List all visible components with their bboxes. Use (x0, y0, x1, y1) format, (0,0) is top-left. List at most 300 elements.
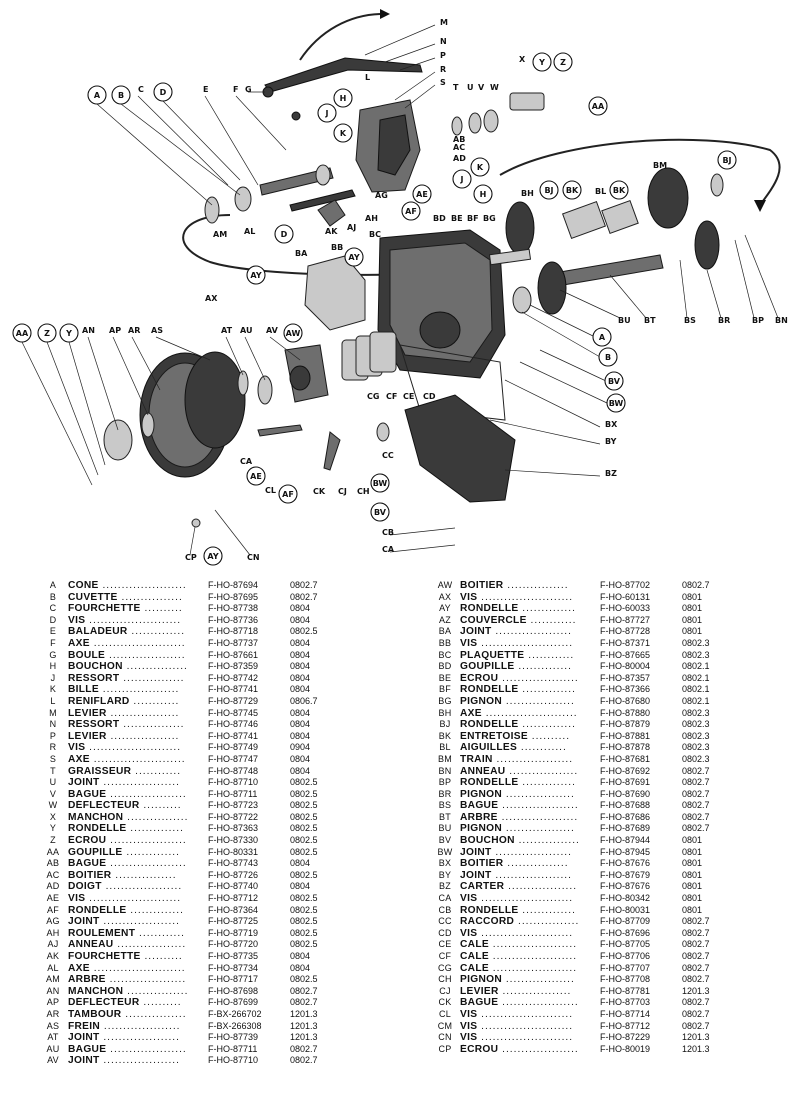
part-reference: F-HO-87710 (208, 1055, 259, 1066)
parts-list-row (38, 974, 398, 986)
part-name: BAGUE (68, 858, 107, 870)
dot-leader: .............. (518, 777, 576, 789)
parts-list-row (430, 696, 790, 708)
part-label-u: U (467, 83, 474, 92)
part-name: RONDELLE (460, 719, 519, 731)
part-label-ch: CH (357, 487, 370, 496)
part-name-cell (460, 638, 600, 650)
part-name-cell (460, 1044, 600, 1056)
part-label-bd: BD (433, 214, 446, 223)
callout-b (112, 86, 130, 104)
parts-list-row (38, 731, 398, 743)
dot-leader: ............ (129, 695, 180, 707)
parts-list-row (430, 777, 790, 789)
dot-leader: .............. (127, 626, 186, 638)
dot-leader: .................... (498, 672, 579, 684)
part-label-ar: AR (128, 326, 141, 335)
part-reference: F-HO-87728 (600, 626, 651, 637)
part-reference: F-HO-87726 (208, 869, 259, 880)
part-reference: F-HO-87736 (208, 614, 259, 625)
part-code: BZ (439, 881, 451, 892)
part-group-number: 0802.3 (682, 707, 710, 718)
part-label-ca: CA (382, 545, 395, 554)
dot-leader: .............. (518, 719, 576, 731)
part-group-number: 0804 (290, 765, 311, 776)
parts-list-row (38, 881, 398, 893)
parts-list-row (430, 789, 790, 801)
dot-leader: ........................ (85, 614, 182, 626)
part-group-number: 0804 (290, 858, 311, 869)
parts-list-row (430, 916, 790, 928)
part-reference: F-HO-87705 (600, 939, 651, 950)
callout-ay (204, 547, 222, 565)
assembly-arrow-top (300, 14, 380, 60)
part-name: RESSORT (68, 719, 120, 731)
part-label-as: AS (151, 326, 163, 335)
part-group-number: 0802.7 (290, 591, 318, 602)
parts-list-row (430, 719, 790, 731)
part-name: LEVIER (460, 985, 499, 997)
part-group-number: 0802.5 (290, 869, 318, 880)
parts-list-row (430, 684, 790, 696)
parts-list-row (430, 626, 790, 638)
part-code: BU (438, 823, 452, 834)
dot-leader: .................. (505, 765, 579, 777)
part-group-number: 0801 (682, 591, 703, 602)
part-reference: F-HO-87357 (600, 672, 651, 683)
part-code: AL (47, 962, 59, 973)
part-name-cell (460, 997, 600, 1009)
part-reference: F-HO-80331 (208, 846, 259, 857)
callout-k (471, 158, 489, 176)
parts-list-row (430, 997, 790, 1009)
dot-leader: .......... (140, 603, 183, 615)
part-group-number: 0802.7 (682, 916, 710, 927)
part-group-number: 0802.5 (290, 916, 318, 927)
part-code: T (50, 765, 56, 776)
part-reference: F-HO-87691 (600, 777, 651, 788)
part-name: BOUCHON (68, 661, 123, 673)
part-code: E (49, 626, 57, 637)
part-label-bg: BG (483, 214, 496, 223)
part-code: AT (47, 1032, 59, 1043)
part-name: VIS (68, 614, 86, 626)
dot-leader: ........................ (89, 753, 186, 765)
dot-leader: .............. (518, 684, 576, 696)
part-label-bf: BF (467, 214, 479, 223)
part-name: DOIGT (68, 881, 102, 893)
parts-list-row (430, 580, 790, 592)
part-name-cell (460, 684, 600, 696)
part-code: A (49, 580, 57, 590)
part-name-cell (460, 893, 600, 905)
parts-list-row (38, 963, 398, 975)
part-name: FOURCHETTE (68, 951, 141, 962)
part-code: CJ (439, 985, 451, 996)
part-name: VIS (68, 742, 86, 754)
callout-label: Z (44, 329, 50, 338)
part-name: BOUCHON (460, 835, 515, 847)
part-code: BX (438, 858, 452, 869)
part-label-ck: CK (313, 487, 326, 496)
part-reference: F-HO-87945 (600, 846, 651, 857)
part-name-cell (68, 1044, 208, 1056)
part-reference: F-HO-60131 (600, 591, 651, 602)
parts-list-row (430, 893, 790, 905)
part-code: F (50, 637, 56, 648)
part-name-cell (68, 650, 208, 662)
parts-list-row (430, 754, 790, 766)
part-reference: F-HO-87743 (208, 858, 259, 869)
part-label-cb: CB (382, 528, 394, 537)
part-label-bz: BZ (605, 469, 617, 478)
callout-label: AE (416, 190, 428, 199)
part-code: AG (46, 916, 60, 927)
parts-list-row (38, 847, 398, 859)
part-group-number: 0804 (290, 719, 311, 730)
dot-leader: .................... (106, 788, 187, 800)
dot-leader: .................... (99, 777, 180, 789)
parts-list-row (430, 974, 790, 986)
part-name: ANNEAU (460, 765, 506, 777)
part-reference: F-HO-87723 (208, 800, 259, 811)
part-name: RONDELLE (460, 684, 519, 696)
part-name: TRAIN (460, 753, 493, 765)
parts-list-row (38, 661, 398, 673)
part-code: CB (438, 904, 452, 915)
dot-leader: .............. (126, 904, 184, 916)
part-group-number: 0802.7 (682, 800, 710, 811)
parts-list-row (38, 650, 398, 662)
part-name-cell (68, 916, 208, 928)
part-name: AXE (68, 753, 90, 765)
part-code: CF (438, 951, 452, 961)
part-code: CA (438, 893, 452, 904)
part-name: CARTER (460, 881, 505, 893)
callout-label: BJ (544, 186, 554, 195)
part-label-c: C (138, 85, 144, 94)
dot-leader: ................ (119, 719, 185, 731)
part-group-number: 1201.3 (290, 1008, 318, 1019)
part-group-number: 0802.5 (290, 823, 318, 834)
parts-list-row (38, 1044, 398, 1056)
callout-bk (563, 181, 581, 199)
part-reference: F-HO-87371 (600, 637, 651, 648)
parts-list-row (430, 1021, 790, 1033)
part-code: AY (439, 603, 451, 614)
part-label-ap: AP (109, 326, 122, 335)
callout-label: AY (250, 271, 262, 280)
part-code: AR (46, 1008, 60, 1019)
part-label-w: W (490, 83, 499, 92)
part-reference: F-HO-87665 (600, 649, 651, 660)
part-reference: F-HO-87881 (600, 730, 651, 741)
part-code: Z (50, 835, 56, 846)
dot-leader: ................ (514, 916, 580, 928)
parts-list-row (430, 939, 790, 951)
part-name: BAGUE (460, 997, 499, 1009)
dot-leader: ........................ (85, 742, 182, 754)
part-code: CK (438, 997, 452, 1008)
parts-list-row (430, 1032, 790, 1044)
part-reference: F-HO-87330 (208, 835, 259, 846)
part-name-cell (68, 963, 208, 975)
part-group-number: 0804 (290, 707, 311, 718)
part-name: FREIN (68, 1020, 101, 1032)
part-code: CP (438, 1043, 452, 1054)
part-label-be: BE (451, 214, 463, 223)
part-code: AC (46, 869, 60, 880)
part-label-bx: BX (605, 420, 618, 429)
dot-leader: ........................ (477, 893, 574, 905)
part-code: BE (438, 672, 452, 683)
part-name-cell (460, 939, 600, 951)
part-reference: F-HO-87706 (600, 951, 651, 961)
part-code: BT (439, 811, 451, 822)
part-name-cell (460, 650, 600, 662)
part-reference: F-HO-80031 (600, 904, 651, 915)
callout-bw (607, 394, 625, 412)
part-group-number: 0802.7 (682, 777, 710, 788)
part-code: V (49, 788, 57, 799)
part-name-cell (68, 603, 208, 615)
part-reference: F-HO-87698 (208, 985, 259, 996)
part-name-cell (460, 835, 600, 847)
part-reference: F-HO-87661 (208, 649, 259, 660)
part-group-number: 0802.7 (290, 1055, 318, 1066)
part-group-number: 0802.7 (290, 580, 318, 590)
part-reference: F-HO-87746 (208, 719, 259, 730)
part-name-cell (68, 684, 208, 696)
part-reference: F-BX-266702 (208, 1008, 262, 1019)
part-name: BAGUE (68, 788, 107, 800)
part-code: H (49, 661, 57, 672)
part-reference: F-HO-87879 (600, 719, 651, 730)
callout-ae (247, 467, 265, 485)
parts-list-row (38, 928, 398, 940)
part-name: CUVETTE (68, 591, 118, 603)
parts-list-row (430, 881, 790, 893)
callout-label: D (280, 230, 288, 239)
callout-y (60, 324, 78, 342)
part-name-cell (68, 777, 208, 789)
part-name-cell (460, 731, 600, 743)
part-reference: F-HO-87712 (208, 893, 259, 904)
part-name: RONDELLE (68, 823, 127, 835)
part-name: ARBRE (460, 811, 498, 823)
part-name: JOINT (68, 916, 100, 928)
part-code: AU (46, 1043, 60, 1054)
part-name-cell (460, 754, 600, 766)
dot-leader: .................... (491, 869, 572, 881)
part-group-number: 0802.7 (682, 580, 710, 590)
callout-b (599, 348, 617, 366)
part-label-bt: BT (644, 316, 656, 325)
part-reference: F-HO-87363 (208, 823, 259, 834)
part-name-cell (460, 615, 600, 627)
parts-list-row (430, 823, 790, 835)
part-code: CH (438, 974, 452, 985)
part-name-cell (460, 881, 600, 893)
part-name-cell (68, 696, 208, 708)
part-name: RONDELLE (460, 904, 519, 916)
dot-leader: .............. (514, 661, 572, 673)
dot-leader: .............. (126, 823, 184, 835)
part-group-number: 0801 (682, 858, 703, 869)
callout-label: Z (560, 58, 566, 67)
dot-leader: .................... (100, 1020, 181, 1032)
part-group-number: 0802.5 (290, 777, 318, 788)
callout-ay (345, 248, 363, 266)
dot-leader: ................ (121, 1008, 187, 1020)
parts-list-row (430, 708, 790, 720)
parts-list-row (38, 580, 398, 592)
part-label-r: R (440, 65, 447, 74)
part-reference: F-HO-87745 (208, 707, 259, 718)
callout-label: AF (282, 490, 294, 499)
part-group-number: 0801 (682, 869, 703, 880)
dot-leader: ...................... (98, 580, 187, 591)
part-code: BY (438, 869, 452, 880)
part-name-cell (68, 986, 208, 998)
part-name: ARBRE (68, 974, 106, 986)
part-name: DÉFLECTEUR (68, 997, 140, 1009)
part-code: Y (49, 823, 57, 834)
parts-list-row (430, 1009, 790, 1021)
part-reference: F-HO-87711 (208, 1043, 258, 1054)
part-group-number: 0802.7 (290, 985, 318, 996)
part-label-by: BY (605, 437, 617, 446)
part-reference: F-HO-87709 (600, 916, 651, 927)
part-code: BW (437, 846, 453, 857)
part-group-number: 0802.5 (290, 893, 318, 904)
part-reference: F-HO-87359 (208, 661, 259, 672)
parts-list-row (38, 615, 398, 627)
callout-bw (371, 474, 389, 492)
callout-aa (589, 97, 607, 115)
callout-label: A (93, 91, 101, 100)
parts-list-row (38, 905, 398, 917)
callout-h (474, 185, 492, 203)
part-reference: F-HO-87944 (600, 835, 651, 846)
part-name: JOINT (460, 626, 492, 638)
part-name: PLAQUETTE (460, 649, 525, 661)
callout-y (533, 53, 551, 71)
parts-list-row (430, 615, 790, 627)
dot-leader: .................... (498, 1043, 579, 1055)
part-reference: F-HO-87714 (600, 1008, 651, 1019)
part-name: JOINT (460, 869, 492, 881)
dot-leader: ................ (119, 672, 185, 684)
part-reference: F-HO-87739 (208, 1032, 259, 1043)
part-group-number: 0804 (290, 614, 311, 625)
part-name-cell (68, 580, 208, 592)
callout-label: AA (591, 102, 605, 111)
part-group-number: 0801 (682, 904, 703, 915)
part-name-cell (460, 673, 600, 685)
parts-list-row (430, 835, 790, 847)
part-group-number: 0801 (682, 614, 703, 625)
part-name: PIGNON (460, 788, 502, 800)
parts-list-row (430, 766, 790, 778)
part-name: GRAISSEUR (68, 765, 132, 777)
part-name-cell (460, 963, 600, 975)
part-name: RENIFLARD (68, 695, 130, 707)
part-name-cell (460, 986, 600, 998)
parts-list-row (38, 893, 398, 905)
part-code: W (48, 800, 58, 811)
part-reference: F-HO-87703 (600, 997, 651, 1008)
dot-leader: ................ (503, 858, 569, 870)
callout-label: J (460, 175, 464, 184)
part-name: GOUPILLE (460, 661, 515, 673)
part-reference: F-HO-87781 (600, 985, 651, 996)
part-reference: F-HO-87699 (208, 997, 259, 1008)
part-name-cell (460, 1032, 600, 1044)
part-code: BB (438, 637, 452, 648)
part-code: P (49, 730, 57, 741)
parts-list-row (38, 858, 398, 870)
part-name-cell (68, 974, 208, 986)
part-group-number: 1201.3 (682, 985, 710, 996)
part-reference: F-HO-87717 (208, 974, 259, 985)
part-code: X (49, 811, 57, 822)
part-name: AIGUILLES (460, 742, 518, 754)
part-reference: F-HO-60033 (600, 603, 651, 614)
part-label-s: S (440, 78, 446, 87)
part-group-number: 0802.7 (682, 962, 710, 973)
part-group-number: 0806.7 (290, 695, 318, 706)
dot-leader: .................... (491, 846, 572, 858)
part-code: BR (438, 788, 452, 799)
part-name-cell (68, 638, 208, 650)
callout-bj (718, 151, 736, 169)
parts-list-row (38, 986, 398, 998)
part-code: CM (437, 1020, 453, 1031)
arrow-head-right (754, 200, 766, 212)
callout-label: BK (565, 186, 579, 195)
dot-leader: ................ (122, 661, 188, 673)
part-reference: F-HO-87680 (600, 695, 651, 706)
parts-list-left (38, 580, 398, 1067)
part-name-cell (68, 766, 208, 778)
dot-leader: .......... (527, 730, 571, 742)
callout-label: AA (15, 329, 29, 338)
part-name: CALE (460, 951, 489, 962)
part-label-bp: BP (752, 316, 764, 325)
brake-drum-assembly (104, 345, 328, 477)
mainshaft-assembly (205, 165, 355, 226)
dot-leader: .................... (106, 835, 187, 847)
dot-leader: .................... (498, 997, 579, 1009)
part-name-cell (460, 592, 600, 604)
part-group-number: 0802.7 (682, 974, 710, 985)
part-label-aj: AJ (347, 223, 357, 232)
dot-leader: .................... (105, 649, 186, 661)
dot-leader: ...................... (488, 939, 578, 951)
callout-label: BK (612, 186, 626, 195)
callout-label: BV (608, 377, 620, 386)
parts-list-row (38, 1021, 398, 1033)
part-name-cell (460, 812, 600, 824)
callout-label: J (325, 109, 329, 118)
part-reference: F-HO-87737 (208, 637, 259, 648)
part-name: JOINT (68, 1032, 100, 1044)
part-label-bu: BU (618, 316, 631, 325)
part-label-ca: CA (240, 457, 253, 466)
part-code: BV (438, 835, 452, 846)
part-reference: F-HO-87720 (208, 939, 259, 950)
